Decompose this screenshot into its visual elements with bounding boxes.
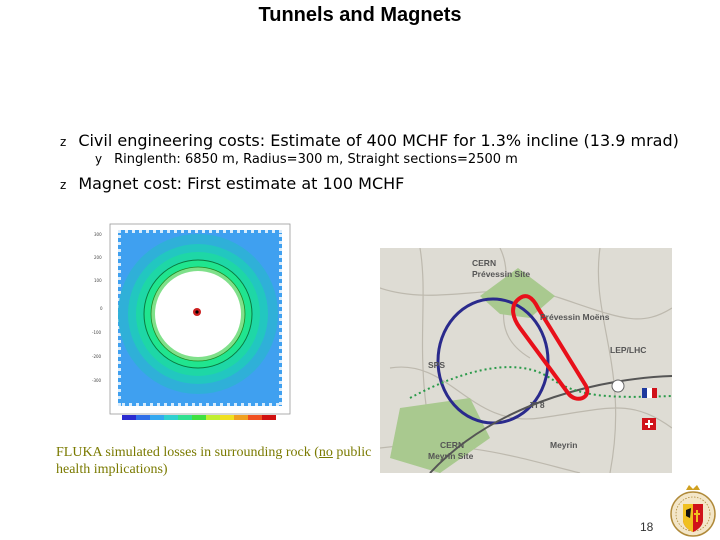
svg-text:0: 0: [100, 306, 103, 311]
svg-text:300: 300: [94, 232, 102, 237]
bullet-civil-costs: [60, 131, 679, 150]
cern-site-map: [380, 248, 672, 473]
svg-text:-300: -300: [92, 378, 102, 383]
bullet-marker: y: [95, 152, 103, 166]
label-prevessin-site: Prévessin Site: [472, 269, 531, 279]
figure-caption: FLUKA simulated losses in surrounding rock (no public health implications): [56, 445, 372, 477]
fluka-loss-map: [80, 222, 380, 444]
bullet-magnet-cost: [60, 174, 404, 193]
svg-text:200: 200: [94, 255, 102, 260]
svg-text:-100: -100: [92, 330, 102, 335]
bullet-marker: z: [60, 178, 67, 192]
svg-text:100: 100: [94, 278, 102, 283]
bullet-text: Ringlenth: 6850 m, Radius=300 m, Straight sections=2500 m: [114, 152, 518, 167]
label-lep-lhc: LEP/LHC: [610, 345, 647, 355]
label-cern-prevessin: CERN: [472, 258, 497, 268]
bullet-text: Magnet cost: First estimate at 100 MCHF: [78, 174, 405, 193]
sub-bullet-ring: [95, 152, 518, 167]
svg-text:-200: -200: [92, 354, 102, 359]
bullet-marker: z: [60, 135, 67, 149]
label-cern-meyrin: CERN: [440, 440, 465, 450]
caption-emphasis: no: [318, 445, 333, 460]
label-ti8: TI 8: [530, 400, 545, 410]
university-crest-logo: [668, 484, 718, 540]
label-meyrin-site: Meyrin Site: [428, 451, 474, 461]
bullet-text: Civil engineering costs: Estimate of 400 MCHF for 1.3% incline (13.9 mrad): [78, 131, 679, 150]
label-prevessin-moens: Prévessin Moëns: [540, 312, 610, 322]
label-sps: SPS: [428, 360, 446, 370]
slide-number: 18: [640, 520, 654, 534]
label-meyrin: Meyrin: [550, 440, 578, 450]
slide-title: Tunnels and Magnets: [258, 4, 462, 26]
